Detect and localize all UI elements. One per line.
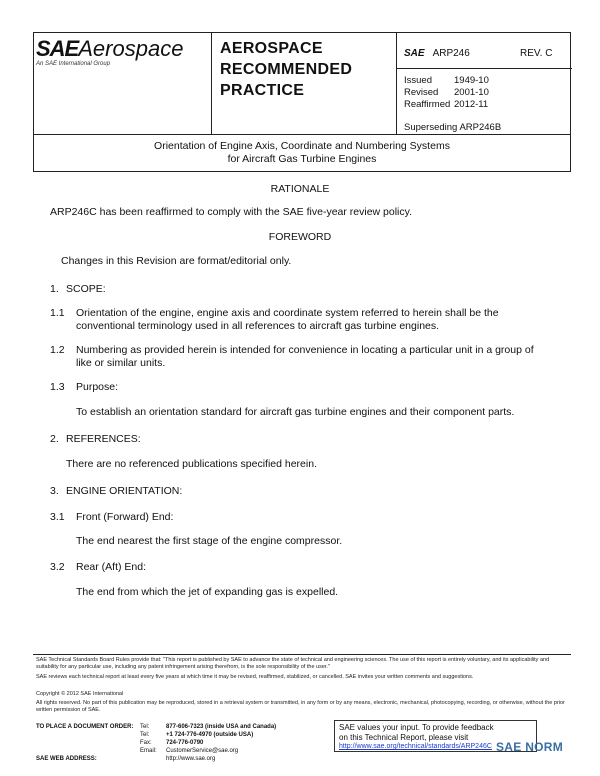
feedback-line: on this Technical Report, please visit — [339, 732, 469, 742]
footer-copyright: Copyright © 2012 SAE International — [36, 691, 124, 697]
section-number: 3. — [50, 485, 59, 497]
web-link[interactable]: http://www.sae.org — [166, 756, 216, 762]
doc-type-line: RECOMMENDED — [220, 61, 353, 78]
date-row — [404, 75, 489, 87]
feedback-line: SAE values your input. To provide feedback — [339, 723, 494, 732]
footer-rights: All rights reserved. No part of this publication may be reproduced, stored in a retrieval system or transmitted, in any form or by any means, electronic, mechanical, photocopying, recording, or otherwise, without the prior written permission of SAE. — [36, 700, 565, 713]
date-row — [404, 99, 489, 111]
fax-number: 724-776-0790 — [166, 740, 204, 746]
contact-label: Email: — [140, 748, 157, 754]
section-number: 2. — [50, 433, 59, 445]
document-number — [404, 48, 470, 59]
section-title: Rear (Aft) End: — [76, 561, 147, 573]
logo-subtitle: An SAE International Group — [36, 61, 111, 67]
date-label: Revised — [404, 87, 439, 98]
sae-aerospace-logo — [36, 38, 183, 67]
web-label: SAE WEB ADDRESS: — [36, 756, 97, 762]
contact-label: Tel: — [140, 724, 150, 730]
paragraph-line: The end from which the jet of expanding gas is expelled. — [76, 586, 339, 598]
doc-type-line: PRACTICE — [220, 82, 305, 99]
revision-label: REV. C — [520, 48, 553, 59]
paragraph-line: There are no referenced publications specified herein. — [66, 458, 317, 470]
contact-label: Fax: — [140, 740, 152, 746]
title-line: Orientation of Engine Axis, Coordinate and Numbering Systems — [154, 140, 450, 152]
sae-norm-watermark: SAE NORM — [496, 740, 564, 754]
section-number: 3.2 — [50, 561, 65, 573]
section-title: Front (Forward) End: — [76, 511, 174, 523]
paragraph-line: Orientation of the engine, engine axis and coordinate system referred to herein shall be the — [76, 307, 499, 319]
date-label: Issued — [404, 75, 432, 86]
section-number: 1.1 — [50, 307, 65, 319]
section-number: 1.2 — [50, 344, 65, 356]
order-label: TO PLACE A DOCUMENT ORDER: — [36, 724, 134, 730]
logo-aerospace-text: Aerospace — [78, 36, 184, 61]
foreword-text: Changes in this Revision are format/editorial only. — [61, 255, 292, 267]
logo-sae-text: SAE — [36, 36, 79, 61]
paragraph-line: To establish an orientation standard for aircraft gas turbine engines and their component parts. — [76, 406, 515, 418]
order-info — [36, 723, 276, 763]
section-number: 3.1 — [50, 511, 65, 523]
section-number: 1.3 — [50, 381, 65, 393]
section-title: Purpose: — [76, 381, 119, 393]
header-rule — [396, 68, 572, 69]
paragraph-line: Numbering as provided herein is intended for convenience in locating a particular unit in a group of — [76, 344, 534, 356]
document-title — [33, 134, 571, 172]
date-label: Reaffirmed — [404, 99, 451, 110]
rationale-heading: RATIONALE — [270, 183, 330, 195]
document-type — [220, 38, 352, 101]
header-divider — [211, 33, 212, 134]
date-row — [404, 87, 489, 99]
doc-type-line: AEROSPACE — [220, 40, 323, 57]
date-value: 2001-10 — [454, 87, 489, 98]
date-table — [404, 75, 489, 111]
feedback-link[interactable]: http://www.sae.org/technical/standards/ARP246C — [339, 743, 492, 750]
date-value: 2012-11 — [454, 99, 489, 110]
header-divider — [396, 33, 397, 134]
section-title: SCOPE: — [66, 283, 106, 295]
paragraph-line: like or similar units. — [76, 357, 166, 369]
footer-rules-text: SAE Technical Standards Board Rules provide that: "This report is published by SAE to advance the state of technical and engineering sciences. The use of this report is entirely voluntary, and its applicability and suitability for any particular use, including any patent infringement arising therefrom, is the sole responsibility of the user." — [36, 657, 550, 670]
section-title: REFERENCES: — [66, 433, 141, 445]
paragraph-line: conventional terminology used in all references to aircraft gas turbine engines. — [76, 320, 440, 332]
contact-label: Tel: — [140, 732, 150, 738]
title-line: for Aircraft Gas Turbine Engines — [227, 153, 377, 165]
phone-number: +1 724-776-4970 (outside USA) — [166, 732, 254, 738]
doc-number: ARP246 — [432, 48, 470, 59]
section-title: ENGINE ORIENTATION: — [66, 485, 183, 497]
rationale-text: ARP246C has been reaffirmed to comply with the SAE five-year review policy. — [50, 206, 413, 218]
sae-mini-logo: SAE — [404, 48, 425, 59]
foreword-heading: FOREWORD — [268, 231, 332, 243]
section-number: 1. — [50, 283, 59, 295]
paragraph-line: The end nearest the first stage of the engine compressor. — [76, 535, 343, 547]
superseding-note: Superseding ARP246B — [404, 122, 502, 133]
email-link[interactable]: CustomerService@sae.org — [166, 748, 239, 754]
phone-number: 877-606-7323 (inside USA and Canada) — [166, 724, 277, 730]
footer-review-text: SAE reviews each technical report at least every five years at which time it may be revised, reaffirmed, stabilized, or cancelled. SAE invites your written comments and suggestions. — [36, 674, 474, 680]
footer-rule — [33, 654, 571, 655]
date-value: 1949-10 — [454, 75, 489, 86]
